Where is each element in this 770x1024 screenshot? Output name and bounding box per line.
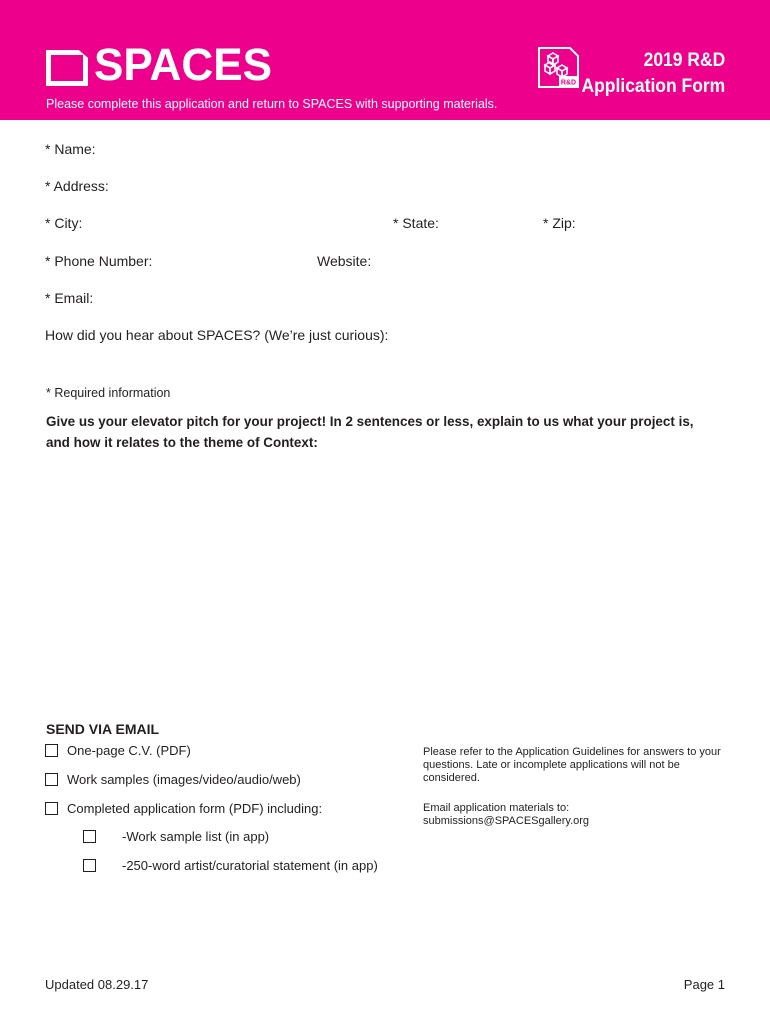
zip-field-label: * Zip:: [543, 215, 576, 231]
email-instructions-label: Email application materials to:: [423, 802, 570, 814]
checklist-item: [45, 801, 322, 816]
pitch-prompt: Give us your elevator pitch for your project! In 2 sentences or less, explain to us what your project is, and how it relates to the theme of Context:: [46, 413, 694, 450]
spaces-logo-text: SPACES: [94, 39, 273, 90]
checklist-subitem: [83, 829, 269, 844]
required-note: * Required information: [46, 386, 171, 400]
checklist-item: [45, 772, 301, 787]
checklist-item-label: One-page C.V. (PDF): [67, 743, 191, 758]
checkbox[interactable]: [45, 773, 58, 786]
send-via-email-heading: SEND VIA EMAIL: [46, 721, 160, 737]
form-title-year: 2019 R&D: [643, 50, 725, 71]
checklist-item: [45, 743, 191, 758]
website-field-label: Website:: [317, 253, 372, 269]
checkbox[interactable]: [83, 859, 96, 872]
checkbox[interactable]: [45, 744, 58, 757]
submission-email-address: submissions@SPACESgallery.org: [423, 815, 590, 827]
header-tagline: Please complete this application and return to SPACES with supporting materials.: [46, 97, 498, 111]
checklist-item-label: Work samples (images/video/audio/web): [67, 772, 301, 787]
city-field-label: * City:: [45, 215, 83, 231]
guidelines-note: Please refer to the Application Guidelines for answers to your questions. Late or incomplete applications will not be considered.: [423, 746, 721, 784]
spaces-logo-icon: [46, 50, 88, 86]
page-number: Page 1: [683, 977, 725, 992]
name-field-label: * Name:: [45, 141, 96, 157]
form-title-name: Application Form: [581, 76, 725, 97]
email-instructions: [423, 802, 733, 828]
rd-badge-label: R&D: [560, 79, 577, 87]
email-field-label: * Email:: [45, 290, 94, 306]
checkbox[interactable]: [45, 802, 58, 815]
checklist-item-label: -Work sample list (in app): [122, 829, 270, 844]
header-banner: [0, 0, 770, 120]
form-title: [581, 48, 725, 100]
referral-field-label: How did you hear about SPACES? (We’re just curious):: [45, 327, 389, 343]
checklist-item-label: -250-word artist/curatorial statement (in app): [122, 858, 378, 873]
checklist-item-label: Completed application form (PDF) including:: [67, 801, 323, 816]
rd-badge-icon: [537, 46, 580, 89]
address-field-label: * Address:: [45, 178, 109, 194]
state-field-label: * State:: [393, 215, 439, 231]
updated-date: Updated 08.29.17: [45, 977, 149, 992]
phone-field-label: * Phone Number:: [45, 253, 153, 269]
checklist-subitem: [83, 858, 378, 873]
checkbox[interactable]: [83, 830, 96, 843]
